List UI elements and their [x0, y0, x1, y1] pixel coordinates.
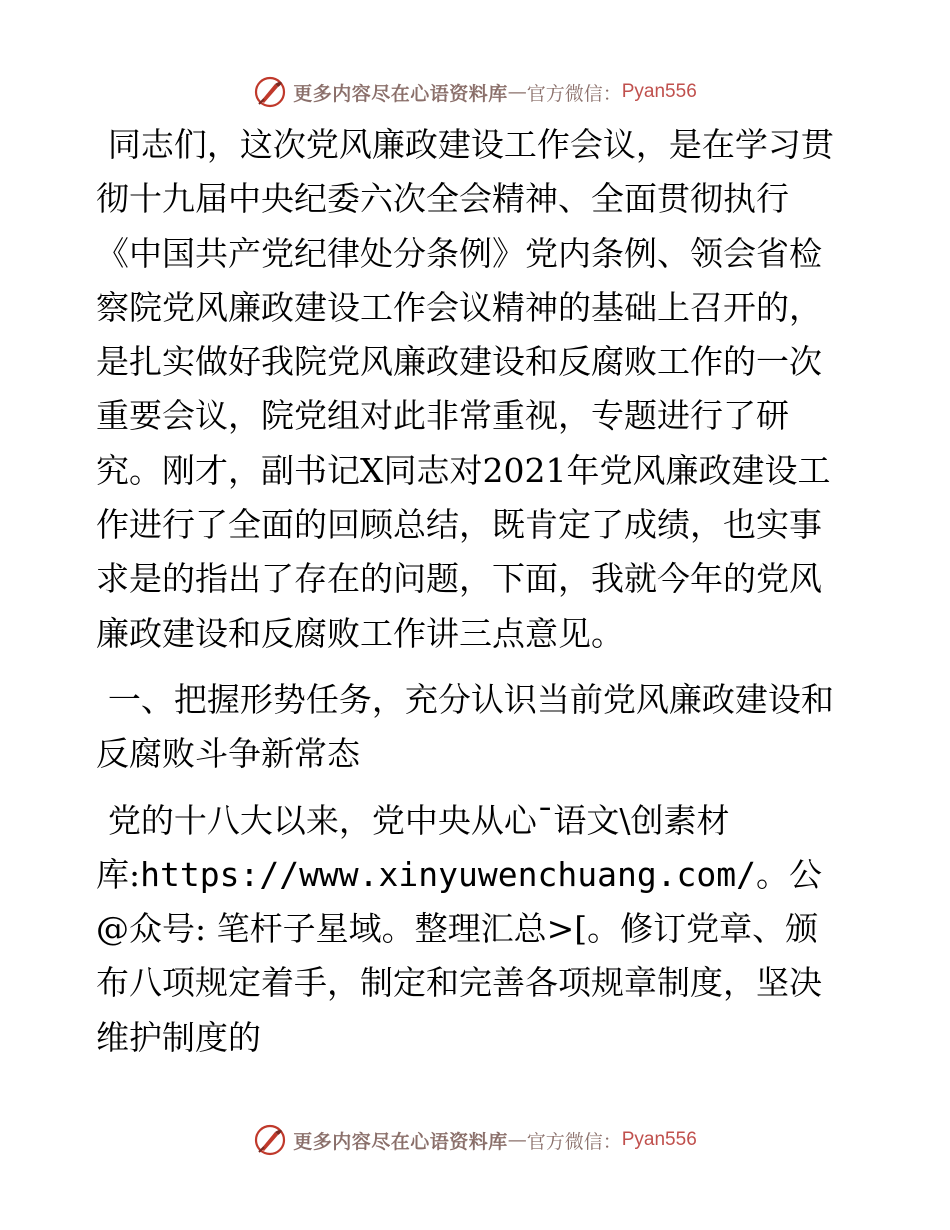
- banner-wechat-handle: Pyan556: [621, 1129, 697, 1150]
- paragraph-intro: 同志们，这次党风廉政建设工作会议，是在学习贯彻十九届中央纪委六次全会精神、全面贯彻执行《中国共产党纪律处分条例》党内条例、领会省检察院党风廉政建设工作会议精神的基础上召开的，是扎实做好我院党风廉政建设和反腐败工作的一次重要会议，院党组对此非常重视，专题进行了研究。刚才，副书记X同志对2021年党风廉政建设工作进行了全面的回顾总结，既肯定了成绩，也实事求是的指出了存在的问题，下面，我就今年的党风廉政建设和反腐败工作讲三点意见。: [96, 125, 834, 653]
- paragraph-section-1: [96, 794, 851, 1065]
- header-banner: [0, 70, 950, 114]
- banner-dash: —: [507, 81, 527, 103]
- banner-wechat-label: 官方微信：: [526, 82, 622, 105]
- banner-wechat-handle: Pyan556: [621, 81, 697, 102]
- paragraph-section-1-start: 党的十八大以来，党中央从心¯语文\创素材库:: [96, 800, 730, 894]
- paragraph-section-1-end: 。公@众号: 笔杆子星域。整理汇总>[。修订党章、颁布八项规定着手，制定和完善各项规章制度，坚决维护制度的: [96, 854, 823, 1057]
- feather-pen-logo-icon: [253, 75, 287, 109]
- banner-slogan: 更多内容尽在心语资料库: [293, 82, 508, 105]
- section-heading-1: 一、把握形势任务，充分认识当前党风廉政建设和反腐败斗争新常态: [96, 679, 834, 774]
- document-body: [96, 118, 851, 1065]
- feather-pen-logo-icon: [253, 1123, 287, 1157]
- banner-wechat-label: 官方微信：: [526, 1130, 622, 1153]
- source-url: https://www.xinyuwenchuang.com/: [140, 854, 757, 894]
- banner-slogan: 更多内容尽在心语资料库: [293, 1130, 508, 1153]
- footer-banner: [0, 1118, 950, 1162]
- banner-dash: —: [507, 1129, 527, 1151]
